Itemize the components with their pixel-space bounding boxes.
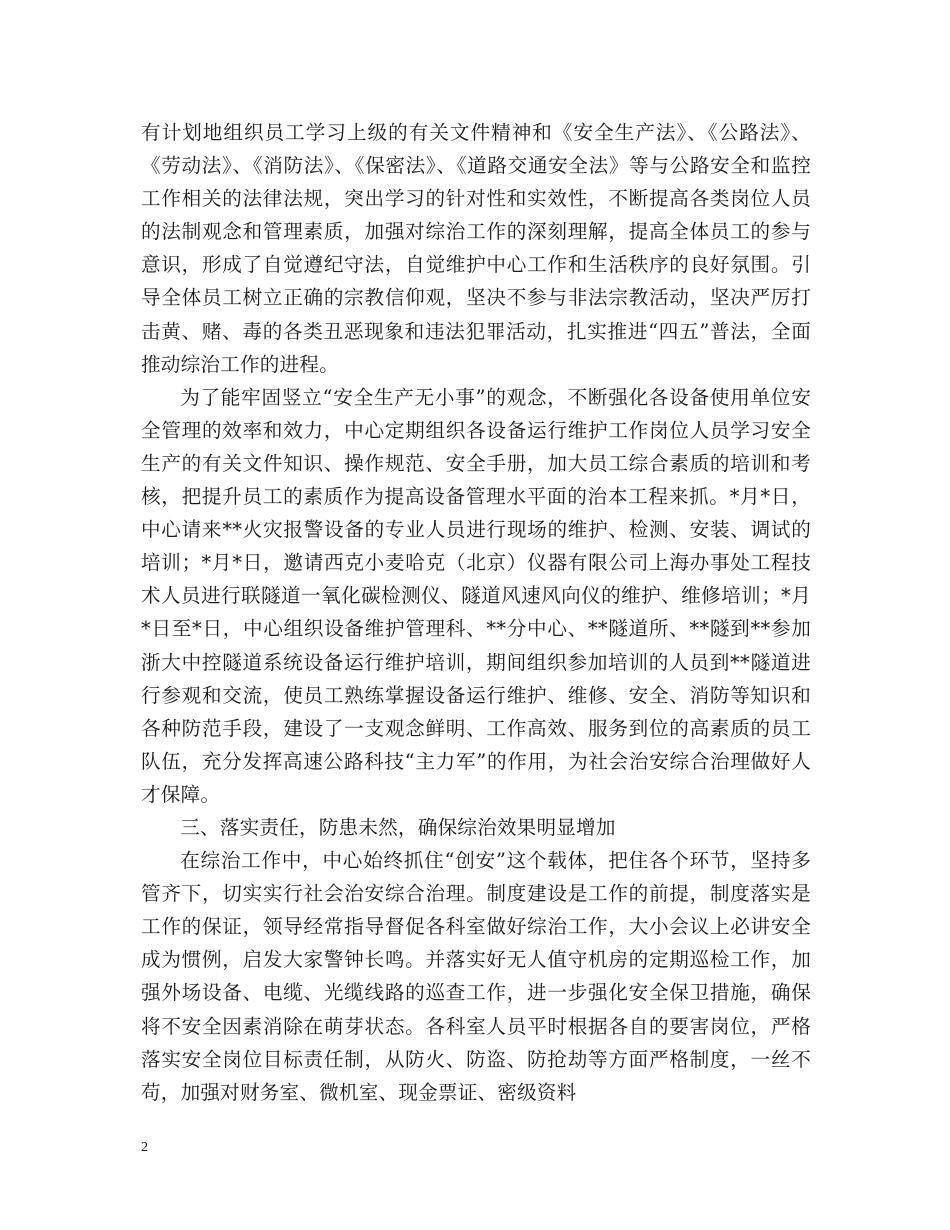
paragraph-2: 为了能牢固竖立“安全生产无小事”的观念，不断强化各设备使用单位安全管理的效率和效力，中心定期组织各设备运行维护工作岗位人员学习安全生产的有关文件知识、操作规范、安全手册，加大员工综合素质的培训和考核，把提升员工的素质作为提高设备管理水平面的治本工程来抓。*月*日，中心请来**火灾报警设备的专业人员进行现场的维护、检测、安装、调试的培训；*月*日，邀请西克小麦哈克（北京）仪器有限公司上海办事处工程技术人员进行联隧道一氧化碳检测仪、隧道风速风向仪的维护、维修培训；*月*日至*日，中心组织设备维护管理科、**分中心、**隧道所、**隧到**参加浙大中控隧道系统设备运行维护培训，期间组织参加培训的人员到**隧道进行参观和交流，使员工熟练掌握设备运行维护、维修、安全、消防等知识和各种防范手段，建设了一支观念鲜明、工作高效、服务到位的高素质的员工队伍，充分发挥高速公路科技“主力军”的作用，为社会治安综合治理做好人才保障。 — [141, 385, 811, 806]
section-heading: 三、落实责任，防患未然，确保综治效果明显增加 — [180, 815, 616, 839]
body-text — [141, 116, 811, 1109]
paragraph-3: 在综治工作中，中心始终抓住“创安”这个载体，把住各个环节，坚持多管齐下，切实实行社会治安综合治理。制度建设是工作的前提，制度落实是工作的保证，领导经常指导督促各科室做好综治工作，大小会议上必讲安全成为惯例，启发大家警钟长鸣。并落实好无人值守机房的定期巡检工作，加强外场设备、电缆、光缆线路的巡查工作，进一步强化安全保卫措施，确保将不安全因素消除在萌芽状态。各科室人员平时根据各自的要害岗位，严格落实安全岗位目标责任制，从防火、防盗、防抢劫等方面严格制度，一丝不苟，加强对财务室、微机室、现金票证、密级资料 — [141, 849, 811, 1104]
page-number: 2 — [141, 1140, 148, 1155]
paragraph-1: 有计划地组织员工学习上级的有关文件精神和《安全生产法》、《公路法》、《劳动法》、《消防法》、《保密法》、《道路交通安全法》等与公路安全和监控工作相关的法律法规，突出学习的针对性和实效性，不断提高各类岗位人员的法制观念和管理素质，加强对综治工作的深刻理解，提高全体员工的参与意识，形成了自觉遵纪守法，自觉维护中心工作和生活秩序的良好氛围。引导全体员工树立正确的宗教信仰观，坚决不参与非法宗教活动，坚决严厉打击黄、赌、毒的各类丑恶现象和违法犯罪活动，扎实推进“四五”普法，全面推动综治工作的进程。 — [141, 121, 811, 376]
